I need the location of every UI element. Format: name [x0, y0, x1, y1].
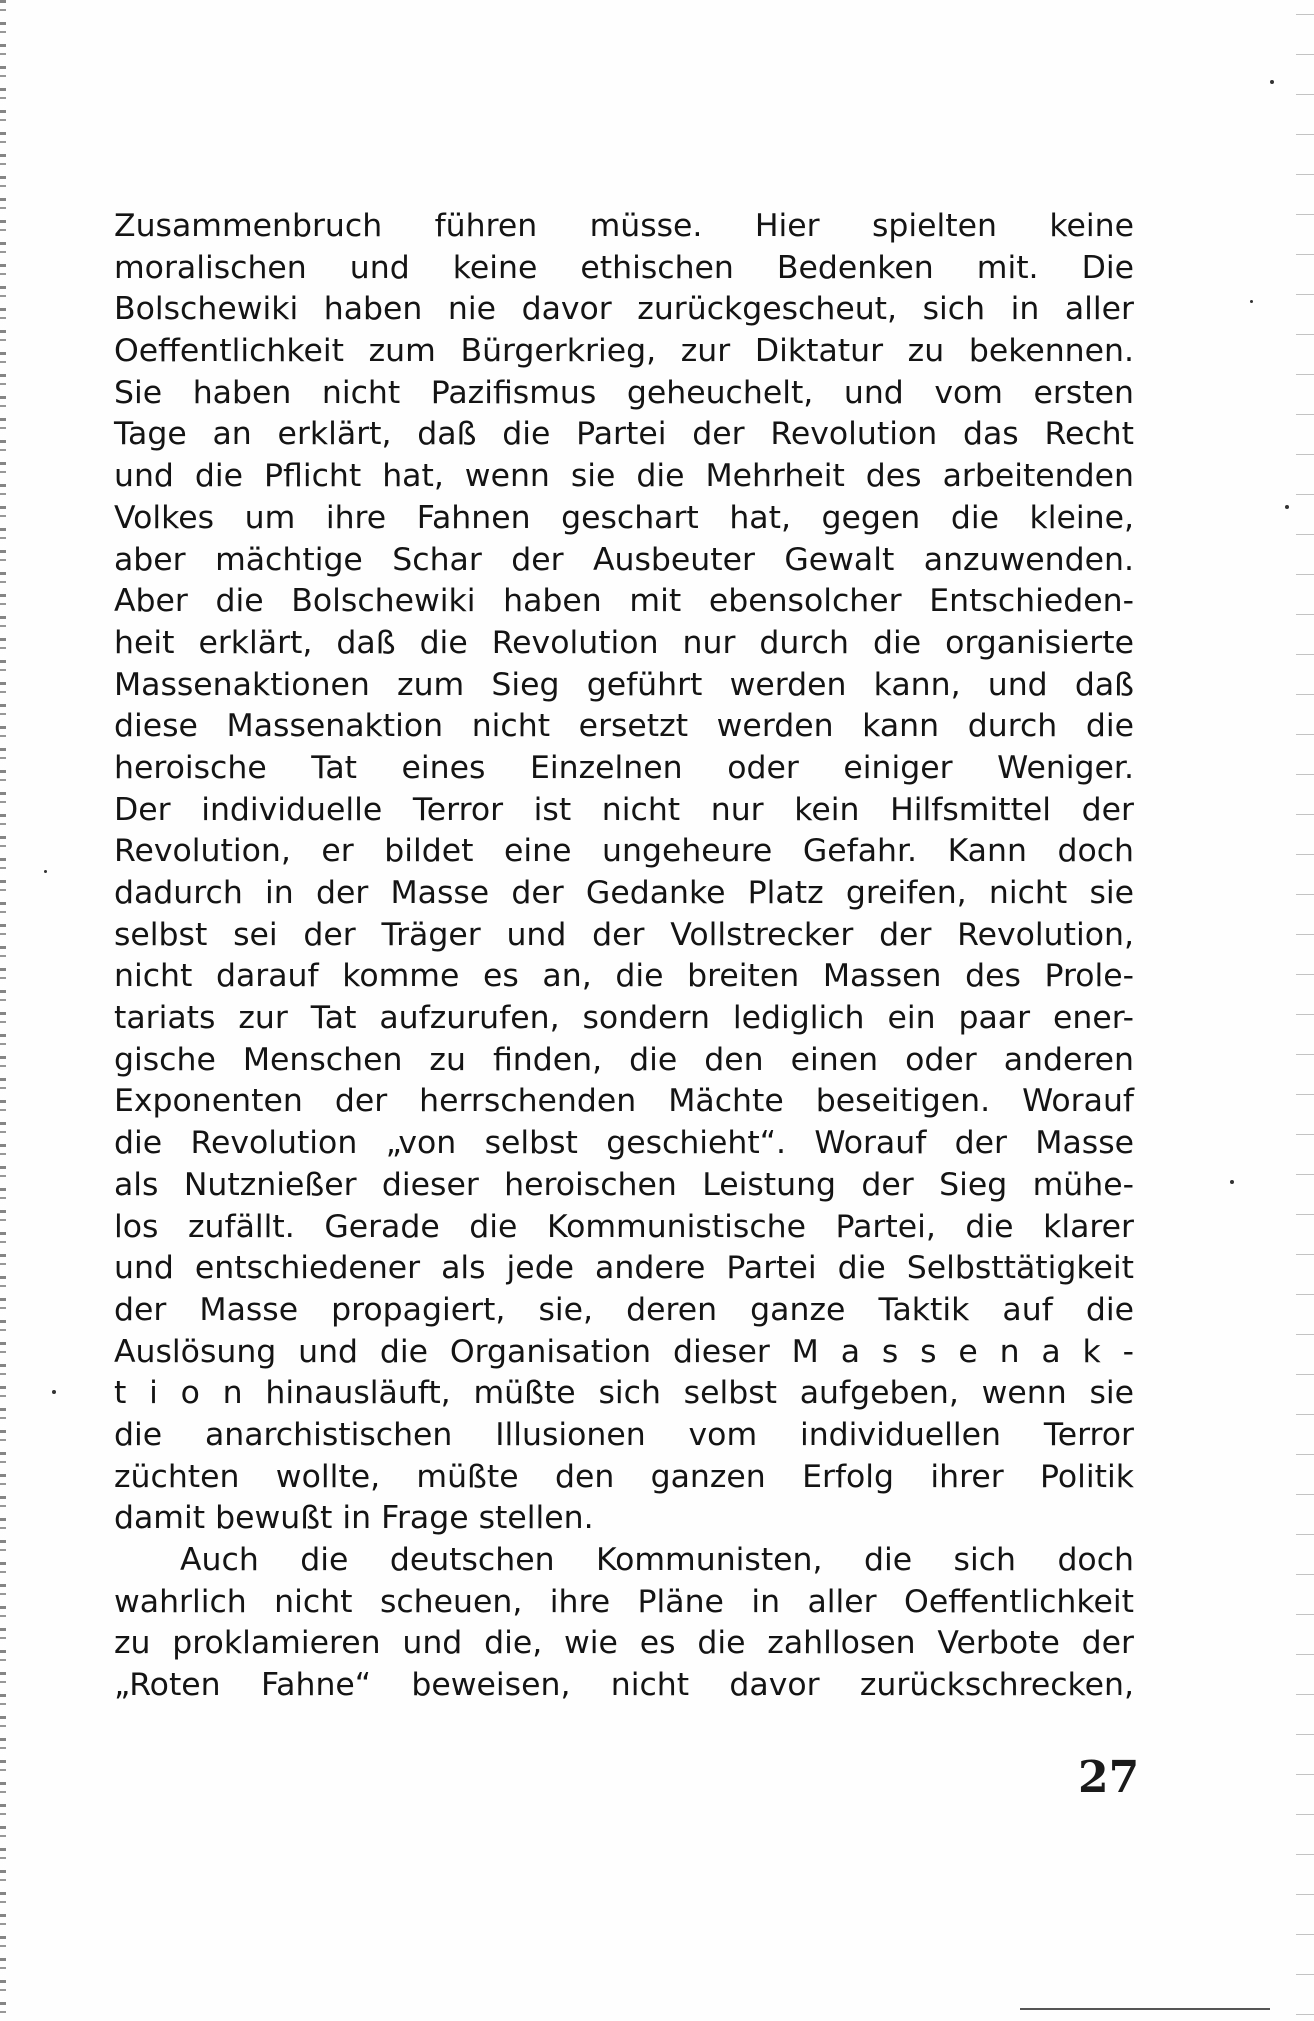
paragraph — [114, 206, 1134, 1540]
text-line: „Roten Fahne“ beweisen, nicht davor zurückschrecken, — [114, 1667, 1134, 1704]
body-text — [114, 206, 1134, 1707]
text-line: Tage an erklärt, daß die Partei der Revolution das Recht — [114, 416, 1134, 453]
text-line: Zusammenbruch führen müsse. Hier spielten keine — [114, 208, 1134, 244]
text-line: heroische Tat eines Einzelnen oder einiger Weniger. — [114, 749, 1134, 786]
text-line: Exponenten der herrschenden Mächte beseitigen. Worauf — [114, 1083, 1134, 1120]
scan-speck — [44, 870, 47, 873]
scan-edge-left — [0, 0, 6, 2021]
scan-speck — [1270, 80, 1274, 84]
text-line: dadurch in der Masse der Gedanke Platz greifen, nicht sie — [114, 875, 1134, 911]
text-line: nicht darauf komme es an, die breiten Massen des Prole- — [114, 958, 1134, 995]
scan-edge-bottom — [1020, 2008, 1270, 2010]
scan-speck — [52, 1390, 56, 1394]
scan-speck — [1230, 1180, 1234, 1184]
text-line: Auslösung und die Organisation dieser M a s s e n a k - — [114, 1333, 1134, 1370]
text-line: heit erklärt, daß die Revolution nur durch die organisierte — [114, 624, 1134, 661]
text-line: Sie haben nicht Pazifismus geheuchelt, und vom ersten — [114, 374, 1134, 411]
text-line: die anarchistischen Illusionen vom individuellen Terror — [114, 1416, 1134, 1453]
text-line: diese Massenaktion nicht ersetzt werden kann durch die — [114, 708, 1134, 745]
text-line: aber mächtige Schar der Ausbeuter Gewalt anzuwenden. — [114, 541, 1134, 578]
scan-edge-right — [1296, 0, 1314, 2021]
text-line: Oeffentlichkeit zum Bürgerkrieg, zur Diktatur zu bekennen. — [114, 333, 1134, 370]
text-line: Bolschewiki haben nie davor zurückgescheut, sich in aller — [114, 291, 1134, 328]
text-line: zu proklamieren und die, wie es die zahllosen Verbote der — [114, 1625, 1134, 1662]
text-line: Revolution, er bildet eine ungeheure Gefahr. Kann doch — [114, 833, 1134, 870]
text-line: als Nutznießer dieser heroischen Leistung der Sieg mühe- — [114, 1166, 1134, 1203]
paragraph — [114, 1540, 1134, 1707]
text-line: damit bewußt in Frage stellen. — [114, 1500, 594, 1537]
text-line: und die Pflicht hat, wenn sie die Mehrheit des arbeitenden — [114, 458, 1134, 495]
text-line: die Revolution „von selbst geschieht“. Worauf der Masse — [114, 1125, 1134, 1162]
text-line: los zufällt. Gerade die Kommunistische Partei, die klarer — [114, 1208, 1134, 1245]
text-line: der Masse propagiert, sie, deren ganze Taktik auf die — [114, 1291, 1134, 1328]
text-line: gische Menschen zu finden, die den einen oder anderen — [114, 1041, 1134, 1078]
text-line: Massenaktionen zum Sieg geführt werden kann, und daß — [114, 666, 1134, 703]
text-line: Aber die Bolschewiki haben mit ebensolcher Entschieden- — [114, 583, 1134, 620]
scan-speck — [1285, 505, 1289, 509]
text-line: Der individuelle Terror ist nicht nur kein Hilfsmittel der — [114, 791, 1134, 828]
text-line: Volkes um ihre Fahnen geschart hat, gegen die kleine, — [114, 499, 1134, 536]
text-line: und entschiedener als jede andere Partei die Selbsttätigkeit — [114, 1250, 1134, 1287]
text-line: selbst sei der Träger und der Vollstrecker der Revolution, — [114, 916, 1134, 953]
text-line: tariats zur Tat aufzurufen, sondern lediglich ein paar ener- — [114, 1000, 1134, 1037]
text-line: moralischen und keine ethischen Bedenken mit. Die — [114, 249, 1134, 286]
text-line: t i o n hinausläuft, müßte sich selbst aufgeben, wenn sie — [114, 1375, 1134, 1412]
scan-speck — [1250, 300, 1253, 303]
text-line: Auch die deutschen Kommunisten, die sich doch — [180, 1542, 1134, 1578]
page-number: 27 — [1078, 1752, 1140, 1803]
text-line: züchten wollte, müßte den ganzen Erfolg ihrer Politik — [114, 1458, 1134, 1495]
text-line: wahrlich nicht scheuen, ihre Pläne in aller Oeffentlichkeit — [114, 1583, 1134, 1620]
